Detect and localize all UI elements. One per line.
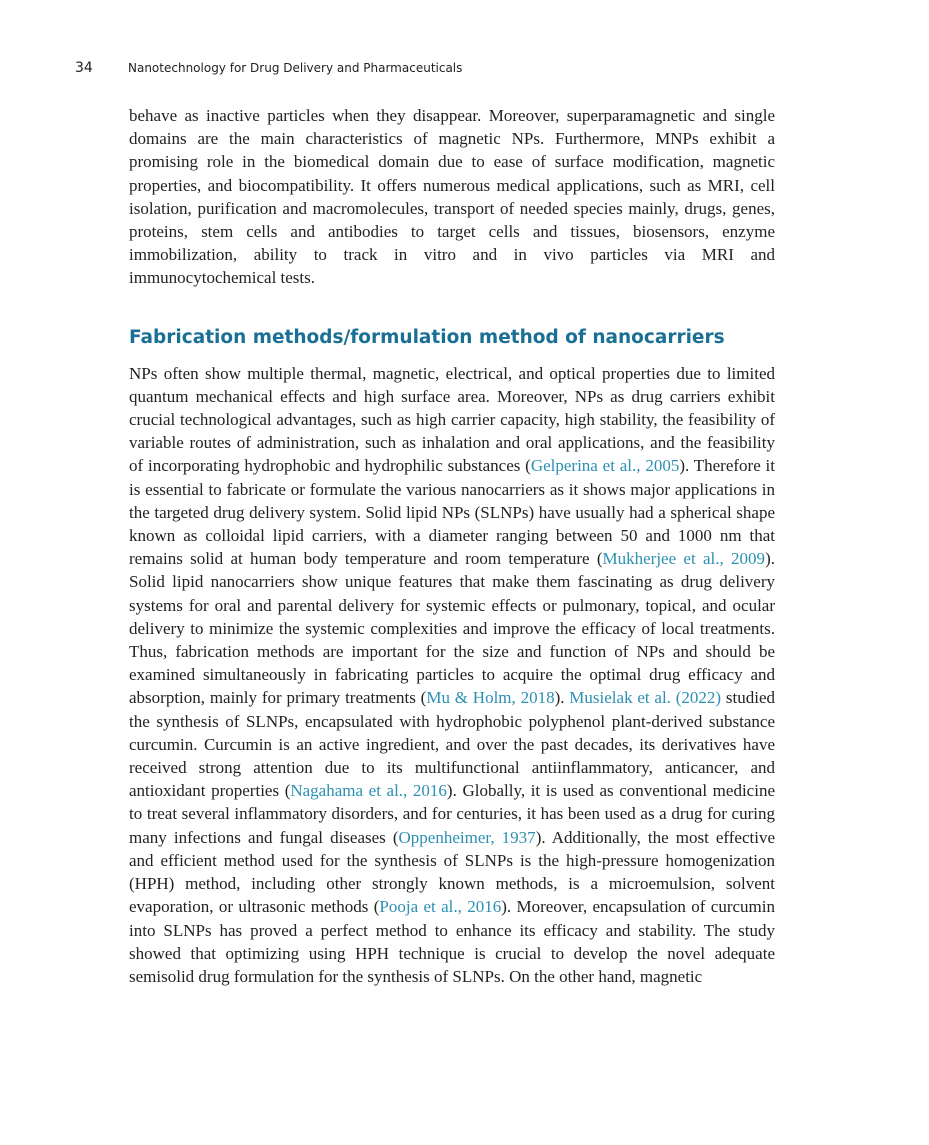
text-run: studied the synthesis of SLNPs, encapsulated with hydrophobic polyphenol plant-derived substance curcumin. Curcumin is an active ingredient, and over the past decades, its derivatives have received strong attention due to its multifunctional antiinflammatory, anticancer, and antioxidant properties (	[129, 688, 776, 801]
citation-link-mu-holm[interactable]: Mu & Holm, 2018	[426, 688, 555, 708]
text-run: ).	[554, 688, 570, 708]
body-text	[129, 104, 775, 988]
running-header	[75, 58, 462, 78]
text-run: NPs often show multiple thermal, magnetic, electrical, and optical properties due to limited quantum mechanical effects and high surface area. Moreover, NPs as drug carriers exhibit crucial technological advantages, such as high carrier capacity, high stability, the feasibility of variable routes of administration, such as inhalation and oral applications, and the feasibility of incorporating hydrophobic and hydrophilic substances (	[129, 363, 775, 476]
section-heading: Fabrication methods/formulation method of nanocarriers	[129, 326, 725, 348]
book-title: Nanotechnology for Drug Delivery and Pharmaceuticals	[128, 61, 463, 75]
citation-link-gelperina[interactable]: Gelperina et al., 2005	[530, 456, 680, 476]
page-number: 34	[75, 60, 93, 76]
text-run: ). Solid lipid nanocarriers show unique features that make them fascinating as drug delivery systems for oral and parental delivery for systemic effects or pulmonary, topical, and ocular delivery to minimize the systemic complexities and improve the efficacy of local treatments. Thus, fabrication methods are important for the size and function of NPs and should be examined simultaneously in fabricating particles to acquire the optimal drug efficacy and absorption, mainly for primary treatments (	[129, 549, 775, 708]
paragraph-continued: behave as inactive particles when they disappear. Moreover, superparamagnetic and single domains are the main characteristics of magnetic NPs. Furthermore, MNPs exhibit a promising role in the biomedical domain due to ease of surface modification, magnetic properties, and biocompatibility. It offers numerous medical applications, such as MRI, cell isolation, purification and macromolecules, transport of needed species mainly, drugs, genes, proteins, stem cells and antibodies to target cells and tissues, biosensors, enzyme immobilization, ability to track in vitro and in vivo particles via MRI and immunocytochemical tests.	[129, 106, 775, 288]
paragraph-fabrication	[129, 362, 775, 988]
citation-link-musielak[interactable]: Musielak et al. (2022)	[569, 688, 722, 708]
citation-link-mukherjee[interactable]: Mukherjee et al., 2009	[602, 549, 766, 569]
text-run: ). Therefore it is essential to fabricate or formulate the various nanocarriers as it shows major applications in the targeted drug delivery system. Solid lipid NPs (SLNPs) have usually had a spherical shape known as colloidal lipid carriers, with a diameter ranging between 50 and 1000 nm that remains solid at human body temperature and room temperature (	[129, 456, 776, 569]
text-run: ). Moreover, encapsulation of curcumin into SLNPs has proved a perfect method to enhance its efficacy and stability. The study showed that optimizing using HPH technique is crucial to develop the novel adequate semisolid drug formulation for the synthesis of SLNPs. On the other hand, magnetic	[129, 897, 775, 986]
text-run: ). Globally, it is used as conventional medicine to treat several inflammatory disorders, and for centuries, it has been used as a drug for curing many infections and fungal diseases (	[129, 781, 775, 847]
citation-link-oppenheimer[interactable]: Oppenheimer, 1937	[398, 827, 536, 847]
citation-link-nagahama[interactable]: Nagahama et al., 2016	[290, 781, 447, 801]
citation-link-pooja[interactable]: Pooja et al., 2016	[379, 897, 502, 917]
text-run: ). Additionally, the most effective and efficient method used for the synthesis of SLNPs is the high-pressure homogenization (HPH) method, including other strongly known methods, is a microemulsion, solvent evaporation, or ultrasonic methods (	[129, 827, 776, 917]
